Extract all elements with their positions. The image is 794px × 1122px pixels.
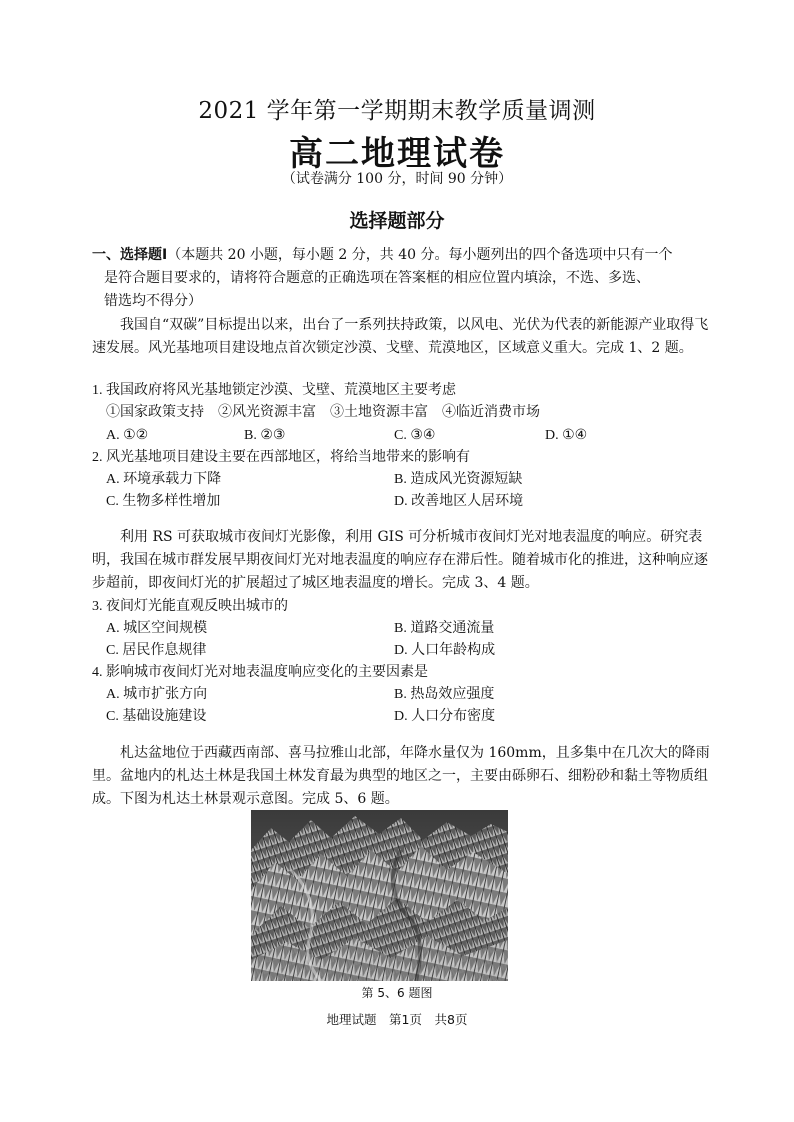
passage-1: 我国自“双碳”目标提出以来，出台了一系列扶持政策，以风电、光伏为代表的新能源产业取得飞速发展。风光基地项目建设地点首次锁定沙漠、戈壁、荒漠地区，区域意义重大。完成 1、2 题。 xyxy=(92,317,709,356)
exam-note: （试卷满分 100 分，时间 90 分钟） xyxy=(281,171,513,187)
section1-intro-cont1: 是符合题目要求的，请将符合题意的正确选项在答案框的相应位置内填涂，不选、多选、 xyxy=(104,270,650,286)
question-3-option-d: D. 人口年龄构成 xyxy=(394,643,496,658)
zanda-earth-forest-photo xyxy=(251,810,508,981)
question-2-option-d: D. 改善地区人居环境 xyxy=(394,494,524,509)
question-2-stem: 2. 风光基地项目建设主要在西部地区，将给当地带来的影响有 xyxy=(92,450,470,465)
exam-title-line2: 高二地理试卷 xyxy=(289,134,505,174)
question-1-option-a: A. ①② xyxy=(106,428,149,443)
figure-caption: 第 5、6 题图 xyxy=(361,986,433,1000)
question-1-items: ①国家政策支持 ②风光资源丰富 ③土地资源丰富 ④临近消费市场 xyxy=(106,405,540,420)
question-4-option-d: D. 人口分布密度 xyxy=(394,709,496,724)
section-heading: 选择题部分 xyxy=(349,210,445,232)
question-4-stem: 4. 影响城市夜间灯光对地表温度响应变化的主要因素是 xyxy=(92,665,428,680)
section1-intro-cont2: 错选均不得分） xyxy=(104,293,202,309)
question-1-option-c: C. ③④ xyxy=(394,428,436,443)
question-3-option-a: A. 城区空间规模 xyxy=(106,621,208,636)
section1-intro: （本题共 20 小题，每小题 2 分，共 40 分。每小题列出的四个备选项中只有一个 xyxy=(167,247,673,263)
exam-title-line1: 2021 学年第一学期期末教学质量调测 xyxy=(198,98,596,124)
question-2-option-b: B. 造成风光资源短缺 xyxy=(394,472,523,487)
question-1-stem: 1. 我国政府将风光基地锁定沙漠、戈壁、荒漠地区主要考虑 xyxy=(92,383,456,398)
question-1-option-d: D. ①④ xyxy=(545,428,588,443)
section1-instructions xyxy=(92,244,716,313)
question-3-option-c: C. 居民作息规律 xyxy=(106,643,207,658)
section1-label: 一、选择题Ⅰ xyxy=(92,247,168,263)
question-1-option-b: B. ②③ xyxy=(244,428,286,443)
question-2-option-a: A. 环境承载力下降 xyxy=(106,472,222,487)
passage-3: 札达盆地位于西藏西南部、喜马拉雅山北部，年降水量仅为 160mm，且多集中在几次大的降雨里。盆地内的札达土林是我国土林发育最为典型的地区之一，主要由砾卵石、细粉砂和黏土等物质组成。下图为札达土林景观示意图。完成 5、6 题。 xyxy=(92,745,710,807)
question-4-option-a: A. 城市扩张方向 xyxy=(106,687,208,702)
question-3-stem: 3. 夜间灯光能直观反映出城市的 xyxy=(92,599,288,614)
question-4-option-c: C. 基础设施建设 xyxy=(106,709,207,724)
passage-2: 利用 RS 可获取城市夜间灯光影像，利用 GIS 可分析城市夜间灯光对地表温度的响应。研究表明，我国在城市群发展早期夜间灯光对地表温度的响应存在滞后性。随着城市化的推进，这种响应逐步超前，即夜间灯光的扩展超过了城区地表温度的增长。完成 3、4 题。 xyxy=(92,529,708,591)
question-3-option-b: B. 道路交通流量 xyxy=(394,621,495,636)
question-4-option-b: B. 热岛效应强度 xyxy=(394,687,495,702)
question-2-option-c: C. 生物多样性增加 xyxy=(106,494,221,509)
page-footer: 地理试题 第1页 共8页 xyxy=(326,1012,468,1027)
